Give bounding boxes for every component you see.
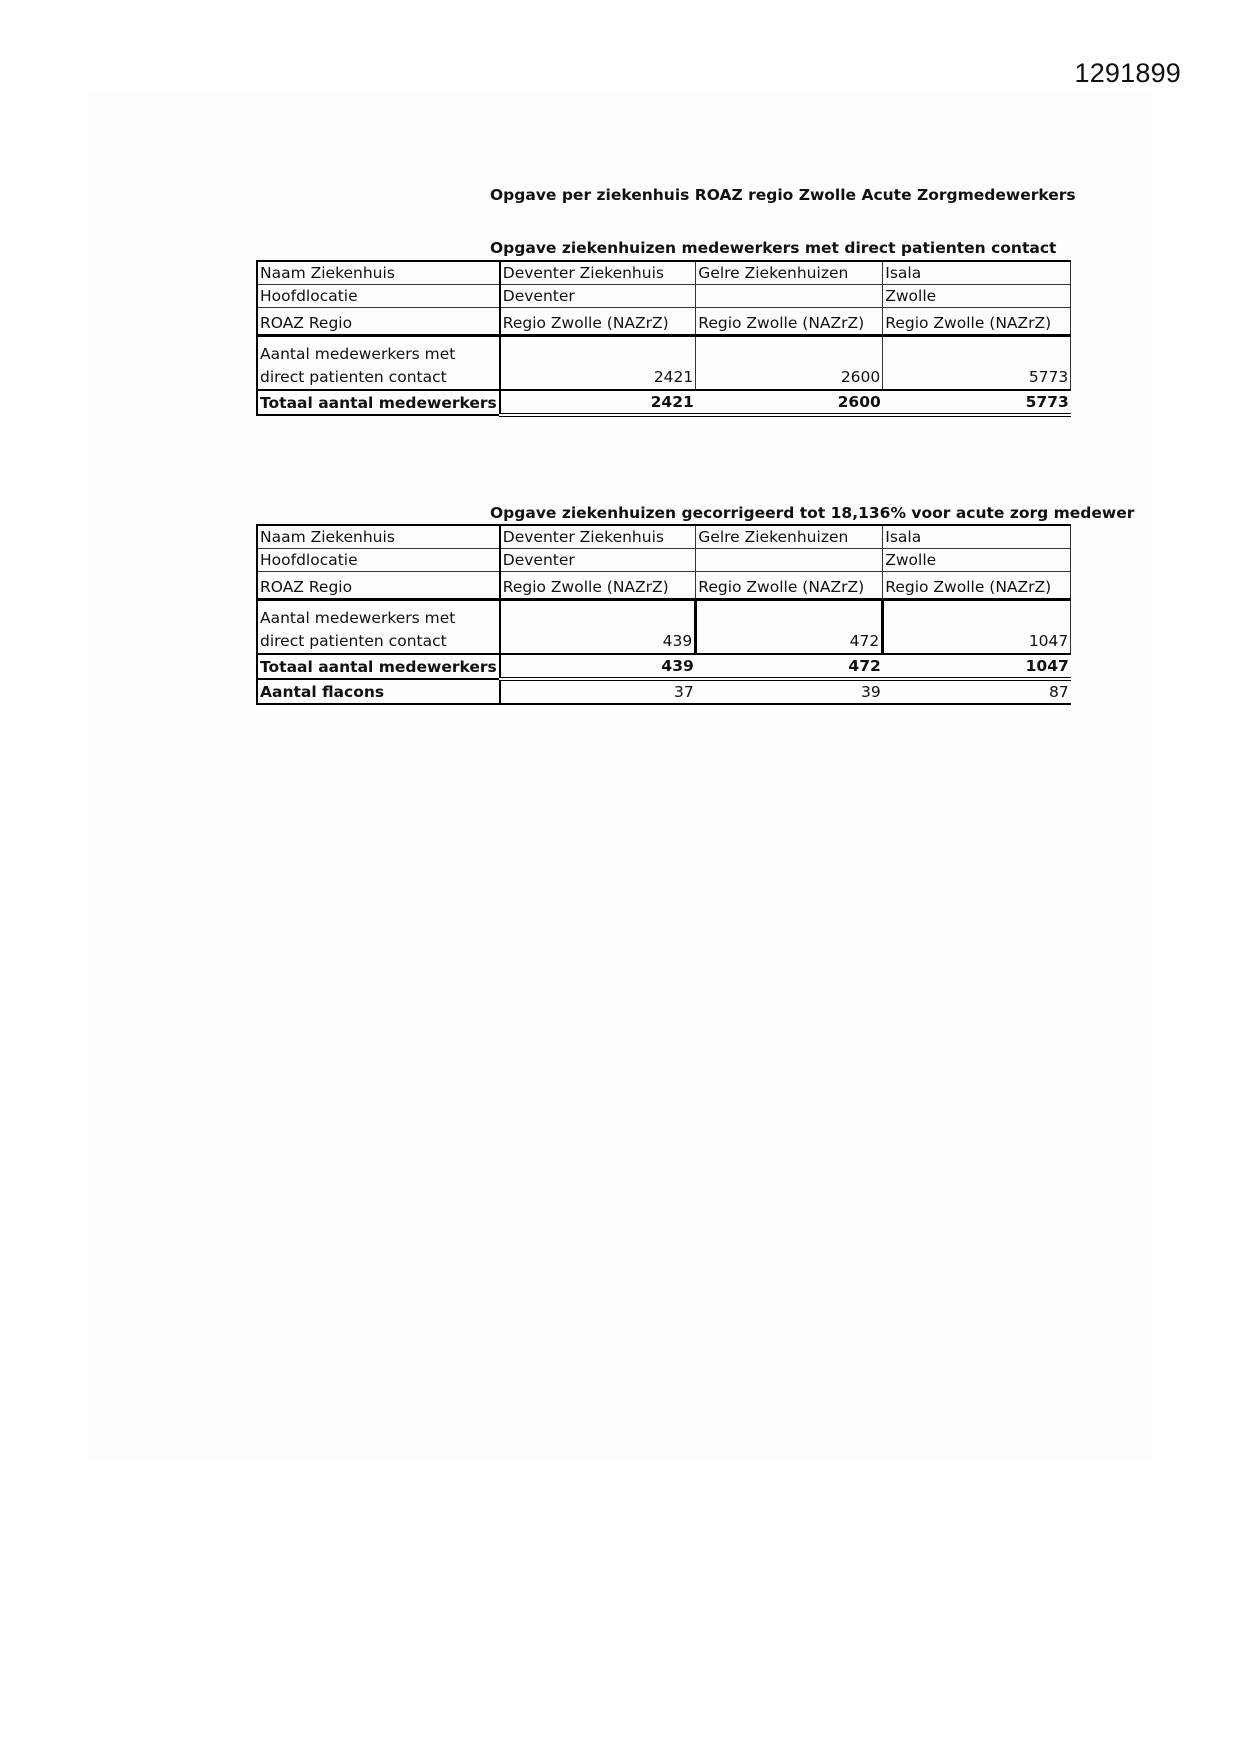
table-row-main-location (257, 285, 1071, 308)
cell: Isala (883, 261, 1071, 285)
cell: Gelre Ziekenhuizen (696, 525, 883, 549)
cell: Deventer Ziekenhuis (500, 525, 696, 549)
cell: Deventer (500, 285, 696, 308)
table-row-hospital-name (257, 261, 1071, 285)
cell: Zwolle (883, 549, 1071, 572)
cell: 5773 (883, 390, 1071, 415)
page-title: Opgave per ziekenhuis ROAZ regio Zwolle Acute Zorgmedewerkers (490, 186, 1076, 204)
cell: Isala (883, 525, 1071, 549)
cell: Regio Zwolle (NAZrZ) (883, 308, 1071, 336)
row-label: Naam Ziekenhuis (257, 525, 500, 549)
cell: 1047 (883, 600, 1071, 655)
cell (696, 285, 883, 308)
cell: 2421 (500, 336, 696, 391)
cell: 87 (883, 679, 1071, 704)
table2-corrected-acute-care (256, 524, 1071, 705)
cell: 5773 (883, 336, 1071, 391)
row-label: Hoofdlocatie (257, 549, 500, 572)
row-label: Naam Ziekenhuis (257, 261, 500, 285)
table-row-hospital-name (257, 525, 1071, 549)
table-row-staff-count (257, 600, 1071, 655)
row-label: ROAZ Regio (257, 572, 500, 600)
table-row-total (257, 654, 1071, 679)
cell: Zwolle (883, 285, 1071, 308)
cell: 39 (696, 679, 883, 704)
cell: Regio Zwolle (NAZrZ) (883, 572, 1071, 600)
cell: 2421 (500, 390, 696, 415)
row-label: Totaal aantal medewerkers (257, 390, 500, 415)
row-label: Aantal medewerkers met direct patienten contact (257, 336, 500, 391)
table-row-staff-count (257, 336, 1071, 391)
table2-title: Opgave ziekenhuizen gecorrigeerd tot 18,136% voor acute zorg medewer (490, 504, 1135, 522)
cell: 439 (500, 600, 696, 655)
document-id: 1291899 (1074, 58, 1181, 88)
table1-title: Opgave ziekenhuizen medewerkers met direct patienten contact (490, 239, 1057, 257)
cell: 1047 (883, 654, 1071, 679)
table-row-main-location (257, 549, 1071, 572)
row-label: Aantal medewerkers met direct patienten contact (257, 600, 500, 655)
row-label: Totaal aantal medewerkers (257, 654, 500, 679)
row-label: Hoofdlocatie (257, 285, 500, 308)
table-row-roaz-region (257, 308, 1071, 336)
cell: Regio Zwolle (NAZrZ) (696, 308, 883, 336)
table-row-vials (257, 679, 1071, 704)
cell: Deventer (500, 549, 696, 572)
cell: 2600 (696, 390, 883, 415)
cell: Deventer Ziekenhuis (500, 261, 696, 285)
cell: Regio Zwolle (NAZrZ) (696, 572, 883, 600)
cell: 472 (696, 600, 883, 655)
cell: 37 (500, 679, 696, 704)
cell: 439 (500, 654, 696, 679)
cell (696, 549, 883, 572)
table1-staff-direct-contact (256, 260, 1071, 417)
row-label: Aantal flacons (257, 679, 500, 704)
cell: Regio Zwolle (NAZrZ) (500, 308, 696, 336)
table-row-roaz-region (257, 572, 1071, 600)
cell: Gelre Ziekenhuizen (696, 261, 883, 285)
cell: Regio Zwolle (NAZrZ) (500, 572, 696, 600)
row-label: ROAZ Regio (257, 308, 500, 336)
cell: 2600 (696, 336, 883, 391)
cell: 472 (696, 654, 883, 679)
table-row-total (257, 390, 1071, 415)
